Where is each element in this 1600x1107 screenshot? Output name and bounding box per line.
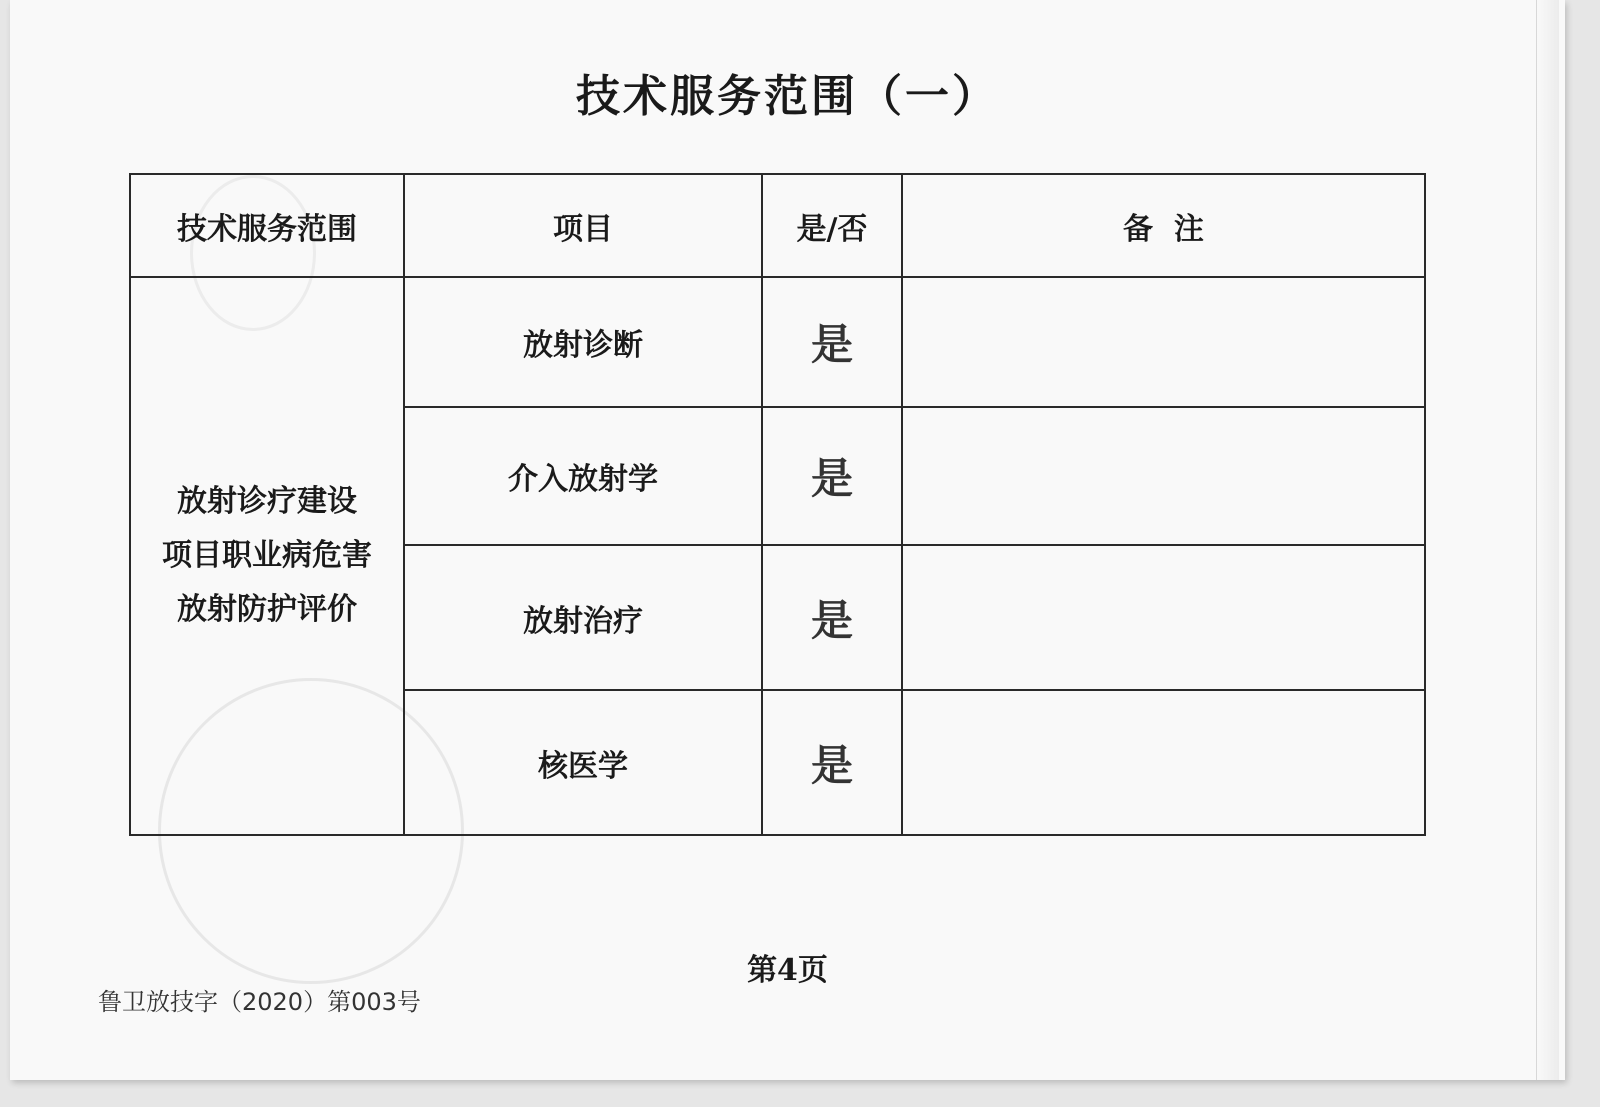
item-cell: 放射治疗 — [404, 545, 762, 690]
scope-line: 放射防护评价 — [177, 592, 357, 627]
yes-no-cell: 是 — [762, 277, 902, 407]
remark-cell — [902, 690, 1425, 835]
yes-no-cell: 是 — [762, 407, 902, 545]
header-item: 项目 — [404, 174, 762, 277]
service-scope-table — [129, 173, 1426, 836]
item-cell: 核医学 — [404, 690, 762, 835]
item-cell: 介入放射学 — [404, 407, 762, 545]
document-page — [10, 0, 1565, 1080]
yes-no-cell: 是 — [762, 690, 902, 835]
table-row — [130, 277, 1425, 407]
header-remark: 备 注 — [902, 174, 1425, 277]
scope-cell — [130, 277, 404, 835]
header-yes-no: 是/否 — [762, 174, 902, 277]
remark-cell — [902, 407, 1425, 545]
page-edge — [1536, 0, 1559, 1080]
yes-no-cell: 是 — [762, 545, 902, 690]
reference-number: 鲁卫放技字（2020）第003号 — [98, 988, 421, 1016]
header-scope: 技术服务范围 — [130, 174, 404, 277]
table-header-row — [130, 174, 1425, 277]
remark-cell — [902, 545, 1425, 690]
scope-line: 放射诊疗建设 — [177, 484, 357, 519]
item-cell: 放射诊断 — [404, 277, 762, 407]
remark-cell — [902, 277, 1425, 407]
page-number: 第4页 — [747, 953, 828, 988]
scope-line: 项目职业病危害 — [162, 538, 372, 573]
page-title: 技术服务范围（一） — [576, 71, 999, 122]
